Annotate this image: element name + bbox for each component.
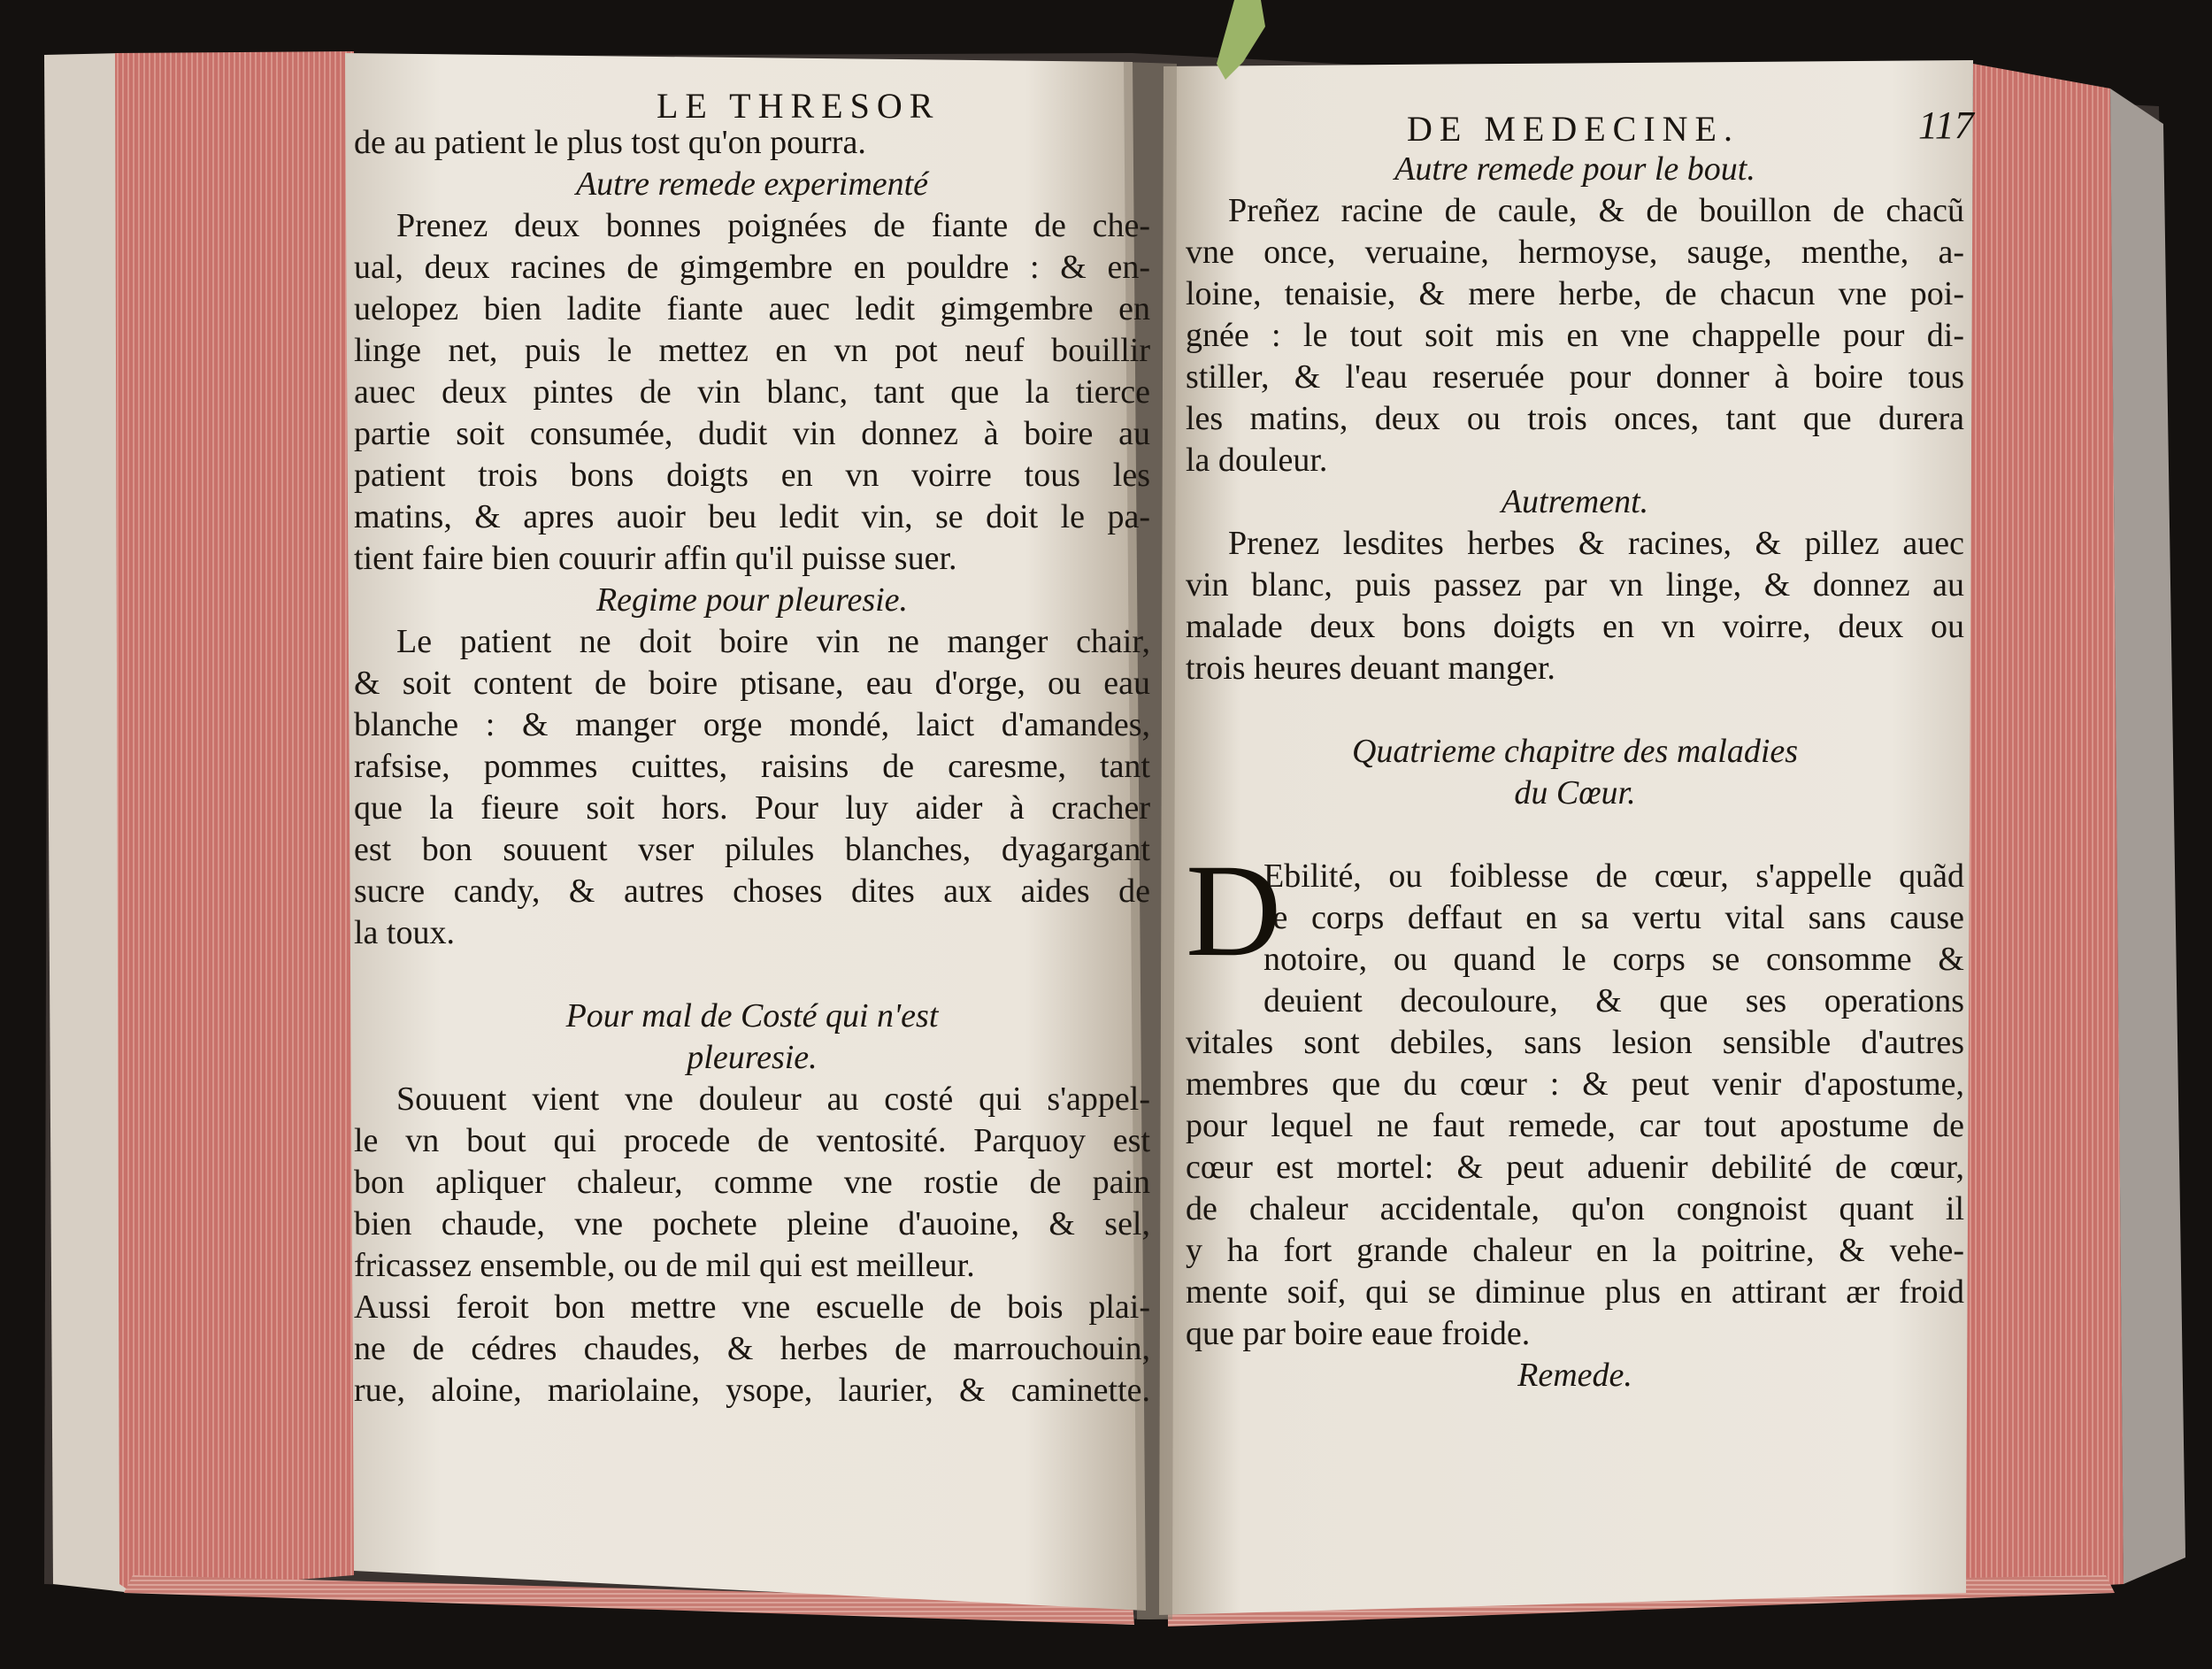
chapter-opening [1186, 837, 1964, 1396]
text-line: Prenez deux bonnes poignées de fiante de che- [396, 207, 1150, 244]
text-line: de au patient le plus tost qu'on pourra. [354, 124, 866, 161]
text-line: rue, aloine, mariolaine, ysope, laurier, & caminette. [354, 1372, 1150, 1409]
right-page-text-bottom [1186, 856, 1964, 1396]
text-line: tient faire bien couurir affin qu'il puisse suer. [354, 540, 957, 577]
text-line: la douleur. [1186, 442, 1328, 479]
page-number: 117 [1918, 104, 1974, 147]
text-line: bon apliquer chaleur, comme vne rostie de pain [354, 1164, 1150, 1201]
right-cover-edge [2110, 88, 2185, 1584]
text-line: auec deux pintes de vin blanc, tant que la tierce [354, 373, 1150, 411]
heading-line: Autre remede pour le bout. [1394, 150, 1755, 188]
text-line: le vn bout qui procede de ventosité. Parquoy est [354, 1122, 1150, 1159]
left-running-head: LE THRESOR [657, 86, 941, 126]
right-page-text [1186, 149, 1964, 1396]
text-line: Souuent vient vne douleur au costé qui s'appel- [396, 1081, 1150, 1118]
text-line: membres que du cœur : & peut venir d'apostume, [1186, 1065, 1964, 1103]
left-page-text [354, 122, 1150, 1411]
text-line: vitales sont debiles, sans lesion sensible d'autres [1186, 1024, 1964, 1061]
blank-line [1186, 689, 1964, 731]
text-line: pour lequel ne faut remede, car tout apostume de [1186, 1107, 1964, 1144]
text-line: que la fieure soit hors. Pour luy aider à cracher [354, 789, 1150, 827]
text-line: de chaleur accidentale, qu'on congnoist quant il [1186, 1190, 1964, 1227]
text-line: notoire, ou quand le corps se consomme & [1263, 941, 1964, 978]
text-line: Aussi feroit bon mettre vne escuelle de bois plai- [354, 1288, 1150, 1326]
text-line: vne once, veruaine, hermoyse, sauge, menthe, a- [1186, 234, 1964, 271]
text-line: loine, tenaisie, & mere herbe, de chacun vne poi- [1186, 275, 1964, 312]
text-line: ual, deux racines de gimgembre en pouldre : & en- [354, 249, 1150, 286]
heading-line: Regime pour pleuresie. [595, 581, 909, 619]
text-line: la toux. [354, 914, 455, 951]
text-line: Preñez racine de caule, & de bouillon de chacũ [1228, 192, 1964, 229]
text-line: bien chaude, vne pochete pleine d'auoine, & sel, [354, 1205, 1150, 1242]
heading-line: Pour mal de Costé qui n'est [565, 997, 939, 1034]
left-page-edges [115, 51, 354, 1593]
text-line: patient trois bons doigts en vn voirre tous les [354, 457, 1150, 494]
heading-line: Quatrieme chapitre des maladies [1351, 733, 1799, 770]
text-line: blanche : & manger orge mondé, laict d'amandes, [354, 706, 1150, 743]
text-line: mente soif, qui se diminue plus en attirant ær froid [1186, 1273, 1964, 1311]
text-line: vin blanc, puis passez par vn linge, & donnez au [1186, 566, 1964, 604]
text-line: Ebilité, ou foiblesse de cœur, s'appelle quãd [1263, 858, 1964, 895]
drop-cap-initial: D [1186, 837, 1282, 984]
text-line: deuient decouloure, & que ses operations [1263, 982, 1964, 1019]
heading-line: Autrement. [1501, 483, 1649, 520]
text-line: uelopez bien ladite fiante auec ledit gimgembre en [354, 290, 1150, 327]
text-line: malade deux bons doigts en vn voirre, deux ou [1186, 608, 1964, 645]
heading-line: Remede. [1517, 1357, 1632, 1394]
text-line: & soit content de boire ptisane, eau d'orge, ou eau [354, 665, 1150, 702]
text-line: que par boire eaue froide. [1186, 1315, 1531, 1352]
text-line: le corps deffaut en sa vertu vital sans cause [1263, 899, 1964, 936]
blank-line [354, 954, 1150, 996]
text-line: linge net, puis le mettez en vn pot neuf bouillir [354, 332, 1150, 369]
text-line: fricassez ensemble, ou de mil qui est meilleur. [354, 1247, 975, 1284]
text-line: trois heures deuant manger. [1186, 650, 1555, 687]
text-line: Prenez lesdites herbes & racines, & pillez auec [1228, 525, 1964, 562]
text-line: Le patient ne doit boire vin ne manger chair, [396, 623, 1150, 660]
heading-line: pleuresie. [687, 1039, 818, 1076]
text-line: ne de cédres chaudes, & herbes de marrouchouin, [354, 1330, 1150, 1367]
text-line: matins, & apres auoir beu ledit vin, se doit le pa- [354, 498, 1150, 535]
text-line: stiller, & l'eau reseruée pour donner à boire tous [1186, 358, 1964, 396]
blank-line [1186, 814, 1964, 856]
right-page-text-top [1186, 149, 1964, 856]
text-line: partie soit consumée, dudit vin donnez à boire au [354, 415, 1150, 452]
text-line: rafsise, pommes cuittes, raisins de caresme, tant [354, 748, 1150, 785]
text-line: y ha fort grande chaleur en la poitrine, & vehe- [1186, 1232, 1964, 1269]
heading-line: Autre remede experimenté [575, 165, 929, 203]
text-line: les matins, deux ou trois onces, tant que durera [1186, 400, 1964, 437]
text-line: gnée : le tout soit mis en vne chappelle pour di- [1186, 317, 1964, 354]
right-page-edges [1964, 64, 2124, 1593]
heading-line: du Cœur. [1514, 774, 1636, 811]
text-line: cœur est mortel: & peut aduenir debilité de cœur, [1186, 1149, 1964, 1186]
text-line: sucre candy, & autres choses dites aux aides de [354, 873, 1150, 910]
text-line: est bon souuent vser pilules blanches, dyagargant [354, 831, 1150, 868]
right-running-head: DE MEDECINE. [1407, 109, 1740, 149]
